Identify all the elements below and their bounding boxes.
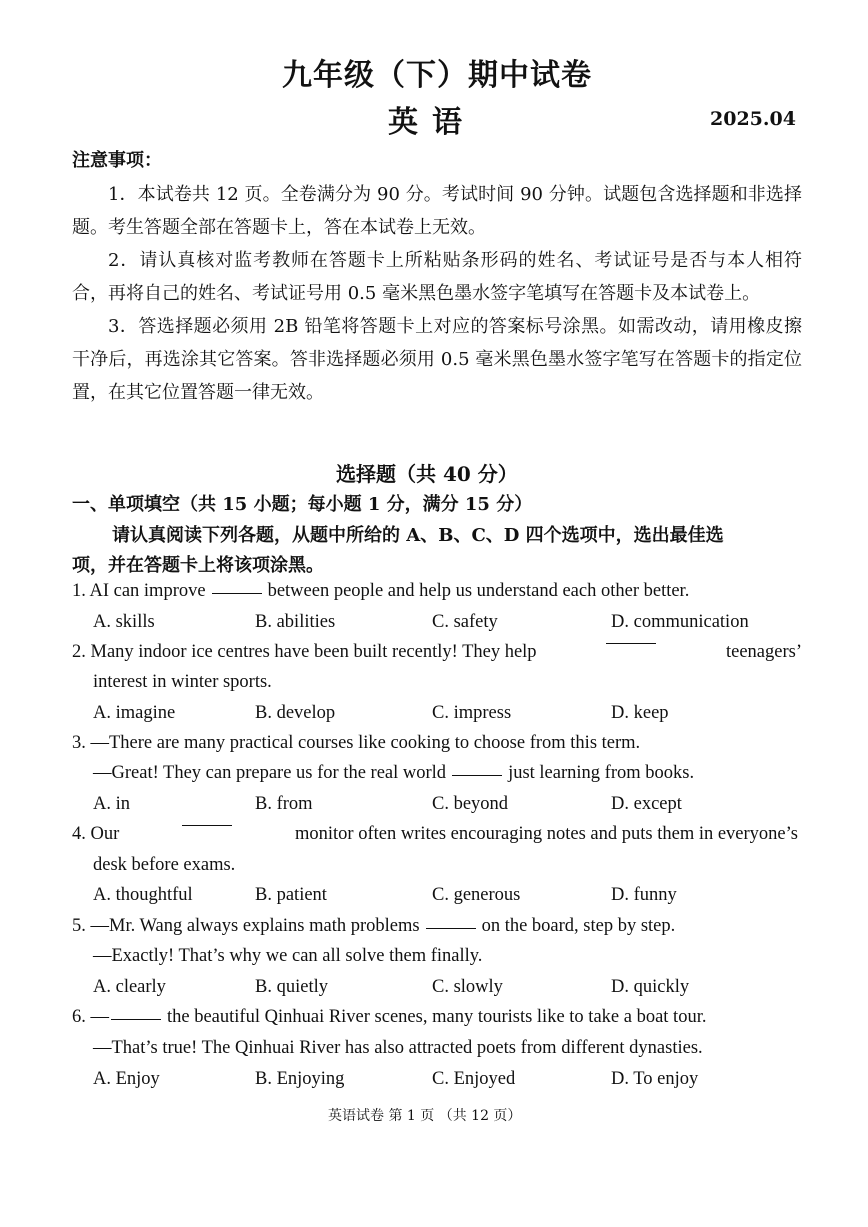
option-b: B. patient <box>255 885 327 905</box>
option-a: A. thoughtful <box>93 885 193 905</box>
answer-blank <box>212 592 262 594</box>
option-a: A. skills <box>93 612 155 632</box>
option-a: A. clearly <box>93 977 166 997</box>
answer-blank <box>111 1018 161 1020</box>
option-c: C. slowly <box>432 977 503 997</box>
answer-blank <box>452 774 502 776</box>
option-a: A. Enjoy <box>93 1069 160 1089</box>
note-item: 2．请认真核对监考教师在答题卡上所粘贴条形码的姓名、考试证号是否与本人相符合，再将自己的姓名、考试证号用 0.5 毫米黑色墨水签字笔填写在答题卡及本试卷上。 <box>72 250 802 304</box>
instruction-line: 请认真阅读下列各题，从题中所给的 A、B、C、D 四个选项中，选出最佳选 <box>112 525 724 546</box>
option-b: B. abilities <box>255 612 336 632</box>
exam-date: 2025.04 <box>710 108 796 130</box>
option-a: A. imagine <box>93 703 176 723</box>
note-item: 1．本试卷共 12 页。全卷满分为 90 分。考试时间 90 分钟。试题包含选择题和非选择题。考生答题全部在答题卡上，答在本试卷上无效。 <box>72 184 802 238</box>
question-3-line: 3. —There are many practical courses like cooking to choose from this term. <box>72 733 641 753</box>
option-b: B. Enjoying <box>255 1069 345 1089</box>
question-5-line: 5. —Mr. Wang always explains math problems on the board, step by step. <box>72 916 676 936</box>
instruction-line: 项，并在答题卡上将该项涂黑。 <box>72 555 324 576</box>
option-d: D. keep <box>611 703 669 723</box>
option-d: D. funny <box>611 885 677 905</box>
question-4-line: 4. Our monitor often writes encouraging notes and puts them in everyone’s <box>72 824 798 844</box>
section-heading: 选择题（共 40 分） <box>336 462 518 486</box>
answer-blank <box>182 824 232 826</box>
option-c: C. generous <box>432 885 521 905</box>
part-heading: 一、单项填空（共 15 小题；每小题 1 分，满分 15 分） <box>72 494 533 515</box>
page-footer: 英语试卷 第 1 页 （共 12 页） <box>328 1108 522 1124</box>
note-item: 3．答选择题必须用 2B 铅笔将答题卡上对应的答案标号涂黑。如需改动，请用橡皮擦干净后，再选涂其它答案。答非选择题必须用 0.5 毫米黑色墨水签字笔写在答题卡的指定位置，在其它位置答题一律无效。 <box>72 316 802 403</box>
question-2-line: interest in winter sports. <box>93 672 272 692</box>
notes-list <box>72 178 802 409</box>
question-1-line: 1. AI can improve between people and help us understand each other better. <box>72 581 690 601</box>
question-5-line: —Exactly! That’s why we can all solve them finally. <box>93 946 483 966</box>
notes-heading: 注意事项： <box>72 150 162 171</box>
option-b: B. quietly <box>255 977 328 997</box>
exam-title: 九年级（下）期中试卷 <box>282 58 592 93</box>
option-d: D. communication <box>611 612 749 632</box>
option-a: A. in <box>93 794 130 814</box>
answer-blank <box>606 642 656 644</box>
exam-subject: 英语 <box>388 105 476 140</box>
option-d: D. except <box>611 794 682 814</box>
option-d: D. quickly <box>611 977 690 997</box>
option-b: B. from <box>255 794 313 814</box>
option-c: C. safety <box>432 612 498 632</box>
option-d: D. To enjoy <box>611 1069 699 1089</box>
question-3-line: —Great! They can prepare us for the real world just learning from books. <box>93 763 695 783</box>
question-4-line: desk before exams. <box>93 855 236 875</box>
option-c: C. beyond <box>432 794 509 814</box>
option-c: C. Enjoyed <box>432 1069 516 1089</box>
option-b: B. develop <box>255 703 336 723</box>
question-2-line: 2. Many indoor ice centres have been built recently! They help teenagers’ <box>72 642 802 662</box>
option-c: C. impress <box>432 703 512 723</box>
answer-blank <box>426 927 476 929</box>
question-6-line: —That’s true! The Qinhuai River has also attracted poets from different dynasties. <box>93 1038 703 1058</box>
question-6-line: 6. — the beautiful Qinhuai River scenes, many tourists like to take a boat tour. <box>72 1007 707 1027</box>
